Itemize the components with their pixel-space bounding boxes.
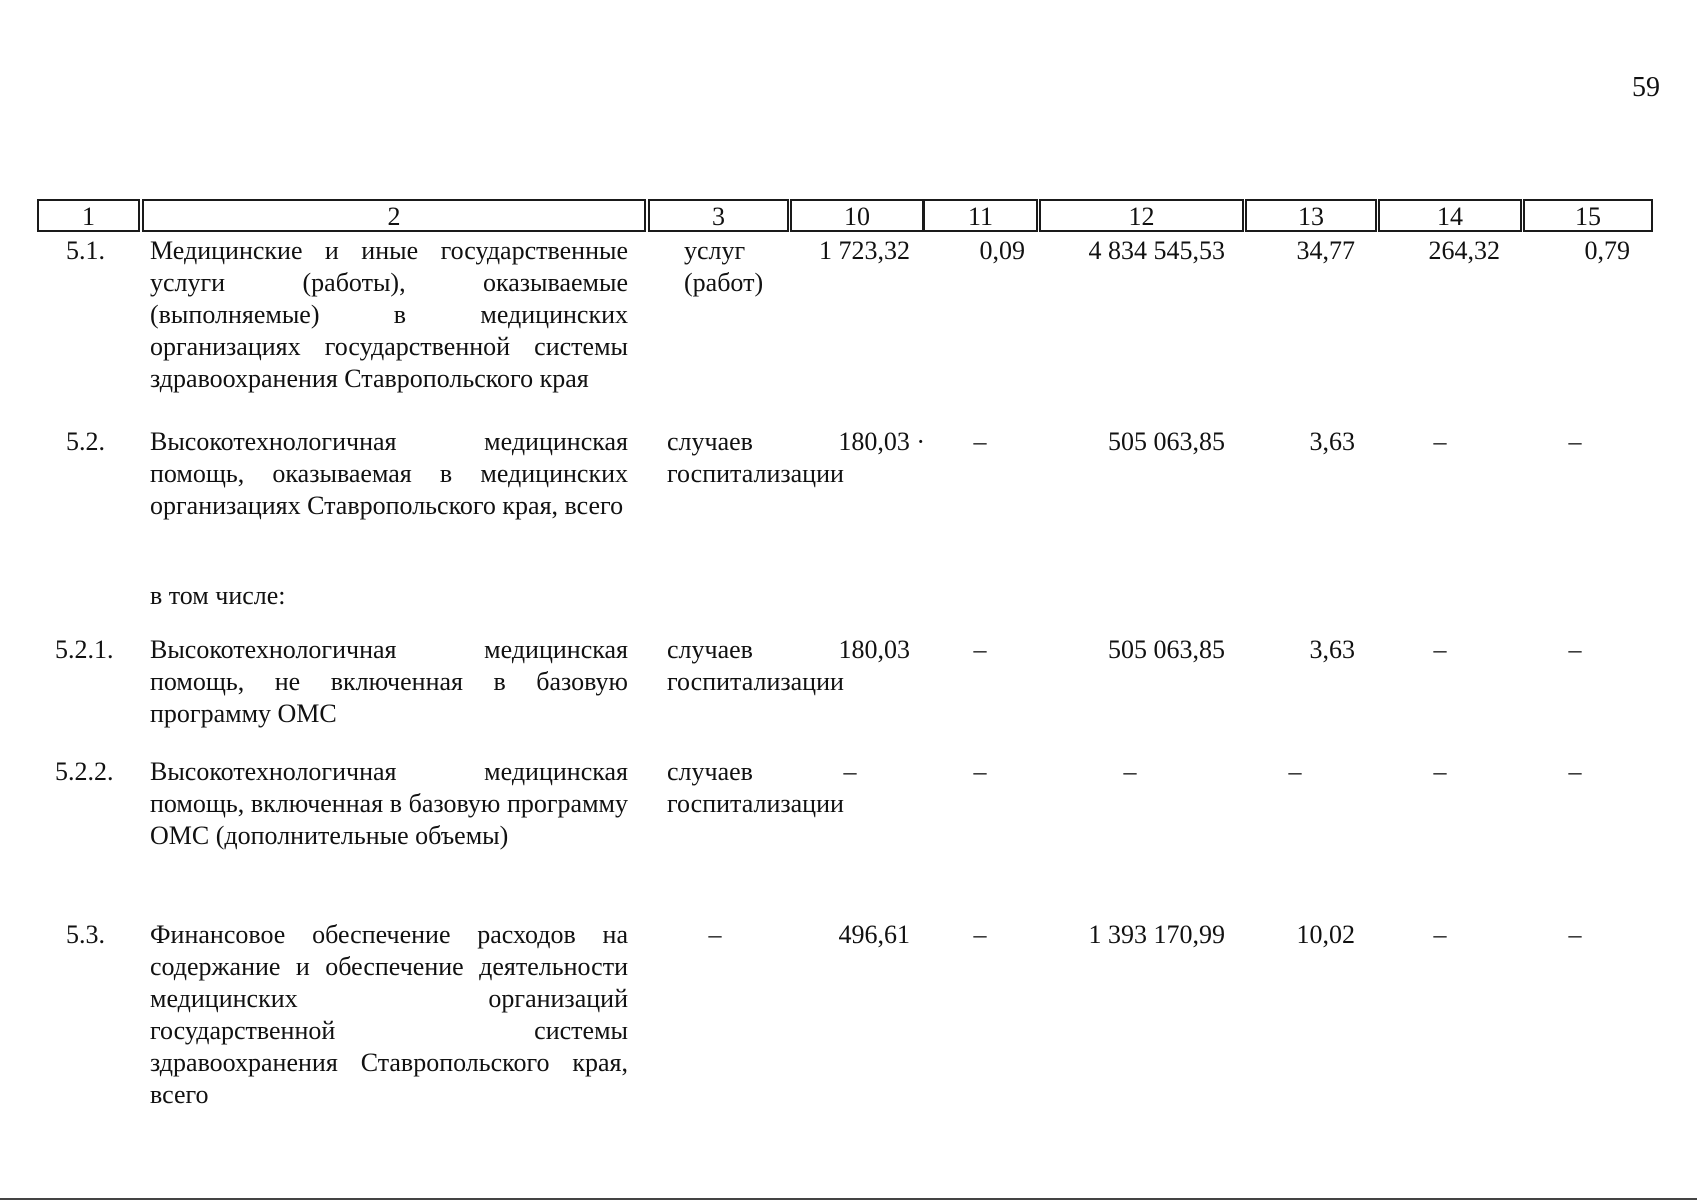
row-value-col12: – (1123, 757, 1137, 786)
row-value-col14: – (1433, 635, 1447, 664)
row-value-col13: 3,63 (1309, 635, 1355, 664)
row-value-col13: 3,63 (1309, 427, 1355, 456)
row-description: Высокотехнологичная медицинская помощь, включенная в базовую программу ОМС (дополнительные объемы) (150, 757, 628, 850)
column-header-1: 1 (37, 199, 140, 232)
column-header-3: 3 (648, 199, 789, 232)
row-value-col15: – (1568, 635, 1582, 664)
row-description: Финансовое обеспечение расходов на содержание и обеспечение деятельности медицинских организаций государственной системы здравоохранения Ставропольского края, всего (150, 920, 628, 1109)
row-value-col11: 0,09 (979, 236, 1025, 265)
subtotal-note: в том числе: (150, 581, 286, 610)
table-header-row (37, 199, 1653, 232)
row-value-col12: 4 834 545,53 (1088, 236, 1225, 265)
column-header-15: 15 (1523, 199, 1653, 232)
row-value-col12: 505 063,85 (1108, 635, 1225, 664)
column-header-14: 14 (1378, 199, 1522, 232)
row-value-col11: – (973, 757, 987, 786)
column-header-11: 11 (923, 199, 1038, 232)
row-number: 5.3. (66, 920, 105, 949)
row-value-col15: – (1568, 920, 1582, 949)
row-value-col12: 1 393 170,99 (1088, 920, 1225, 949)
row-value-col14: – (1433, 920, 1447, 949)
row-value-col14: – (1433, 427, 1447, 456)
row-value-col12: 505 063,85 (1108, 427, 1225, 456)
row-number: 5.1. (66, 236, 105, 265)
page-number: 59 (1632, 72, 1660, 103)
row-unit: случаев госпитализации (667, 635, 844, 696)
row-value-col15: – (1568, 757, 1582, 786)
column-header-13: 13 (1245, 199, 1377, 232)
column-header-10: 10 (790, 199, 924, 232)
row-value-col15: 0,79 (1584, 236, 1630, 265)
row-value-col15: – (1568, 427, 1582, 456)
row-value-col11: – (973, 920, 987, 949)
column-header-2: 2 (142, 199, 646, 232)
row-unit: случаев госпитализации (667, 427, 844, 488)
row-unit: – (708, 920, 722, 949)
row-unit: случаев госпитализации (667, 757, 844, 818)
row-value-col10: 496,61 (838, 920, 910, 949)
row-value-col10: 1 723,32 (819, 236, 910, 265)
row-value-col11: – (973, 427, 987, 456)
row-number: 5.2. (66, 427, 105, 456)
row-value-col13: – (1288, 757, 1302, 786)
row-description: Медицинские и иные государственные услуги (работы), оказываемые (выполняемые) в медицинских организациях государственной системы здравоохранения Ставропольского края (150, 236, 628, 393)
row-unit: услуг (работ) (684, 236, 764, 297)
row-value-col13: 34,77 (1296, 236, 1355, 265)
row-value-col10: – (843, 757, 857, 786)
row-description: Высокотехнологичная медицинская помощь, не включенная в базовую программу ОМС (150, 635, 628, 728)
row-value-col13: 10,02 (1296, 920, 1355, 949)
column-header-12: 12 (1039, 199, 1244, 232)
row-value-col10: 180,03 (838, 635, 910, 664)
row-number: 5.2.2. (55, 757, 114, 786)
row-value-col11: – (973, 635, 987, 664)
row-description: Высокотехнологичная медицинская помощь, оказываемая в медицинских организациях Ставропольского края, всего (150, 427, 628, 520)
row-value-col14: 264,32 (1428, 236, 1500, 265)
row-value-col10: 180,03 · (838, 427, 925, 456)
row-value-col14: – (1433, 757, 1447, 786)
row-number: 5.2.1. (55, 635, 114, 664)
